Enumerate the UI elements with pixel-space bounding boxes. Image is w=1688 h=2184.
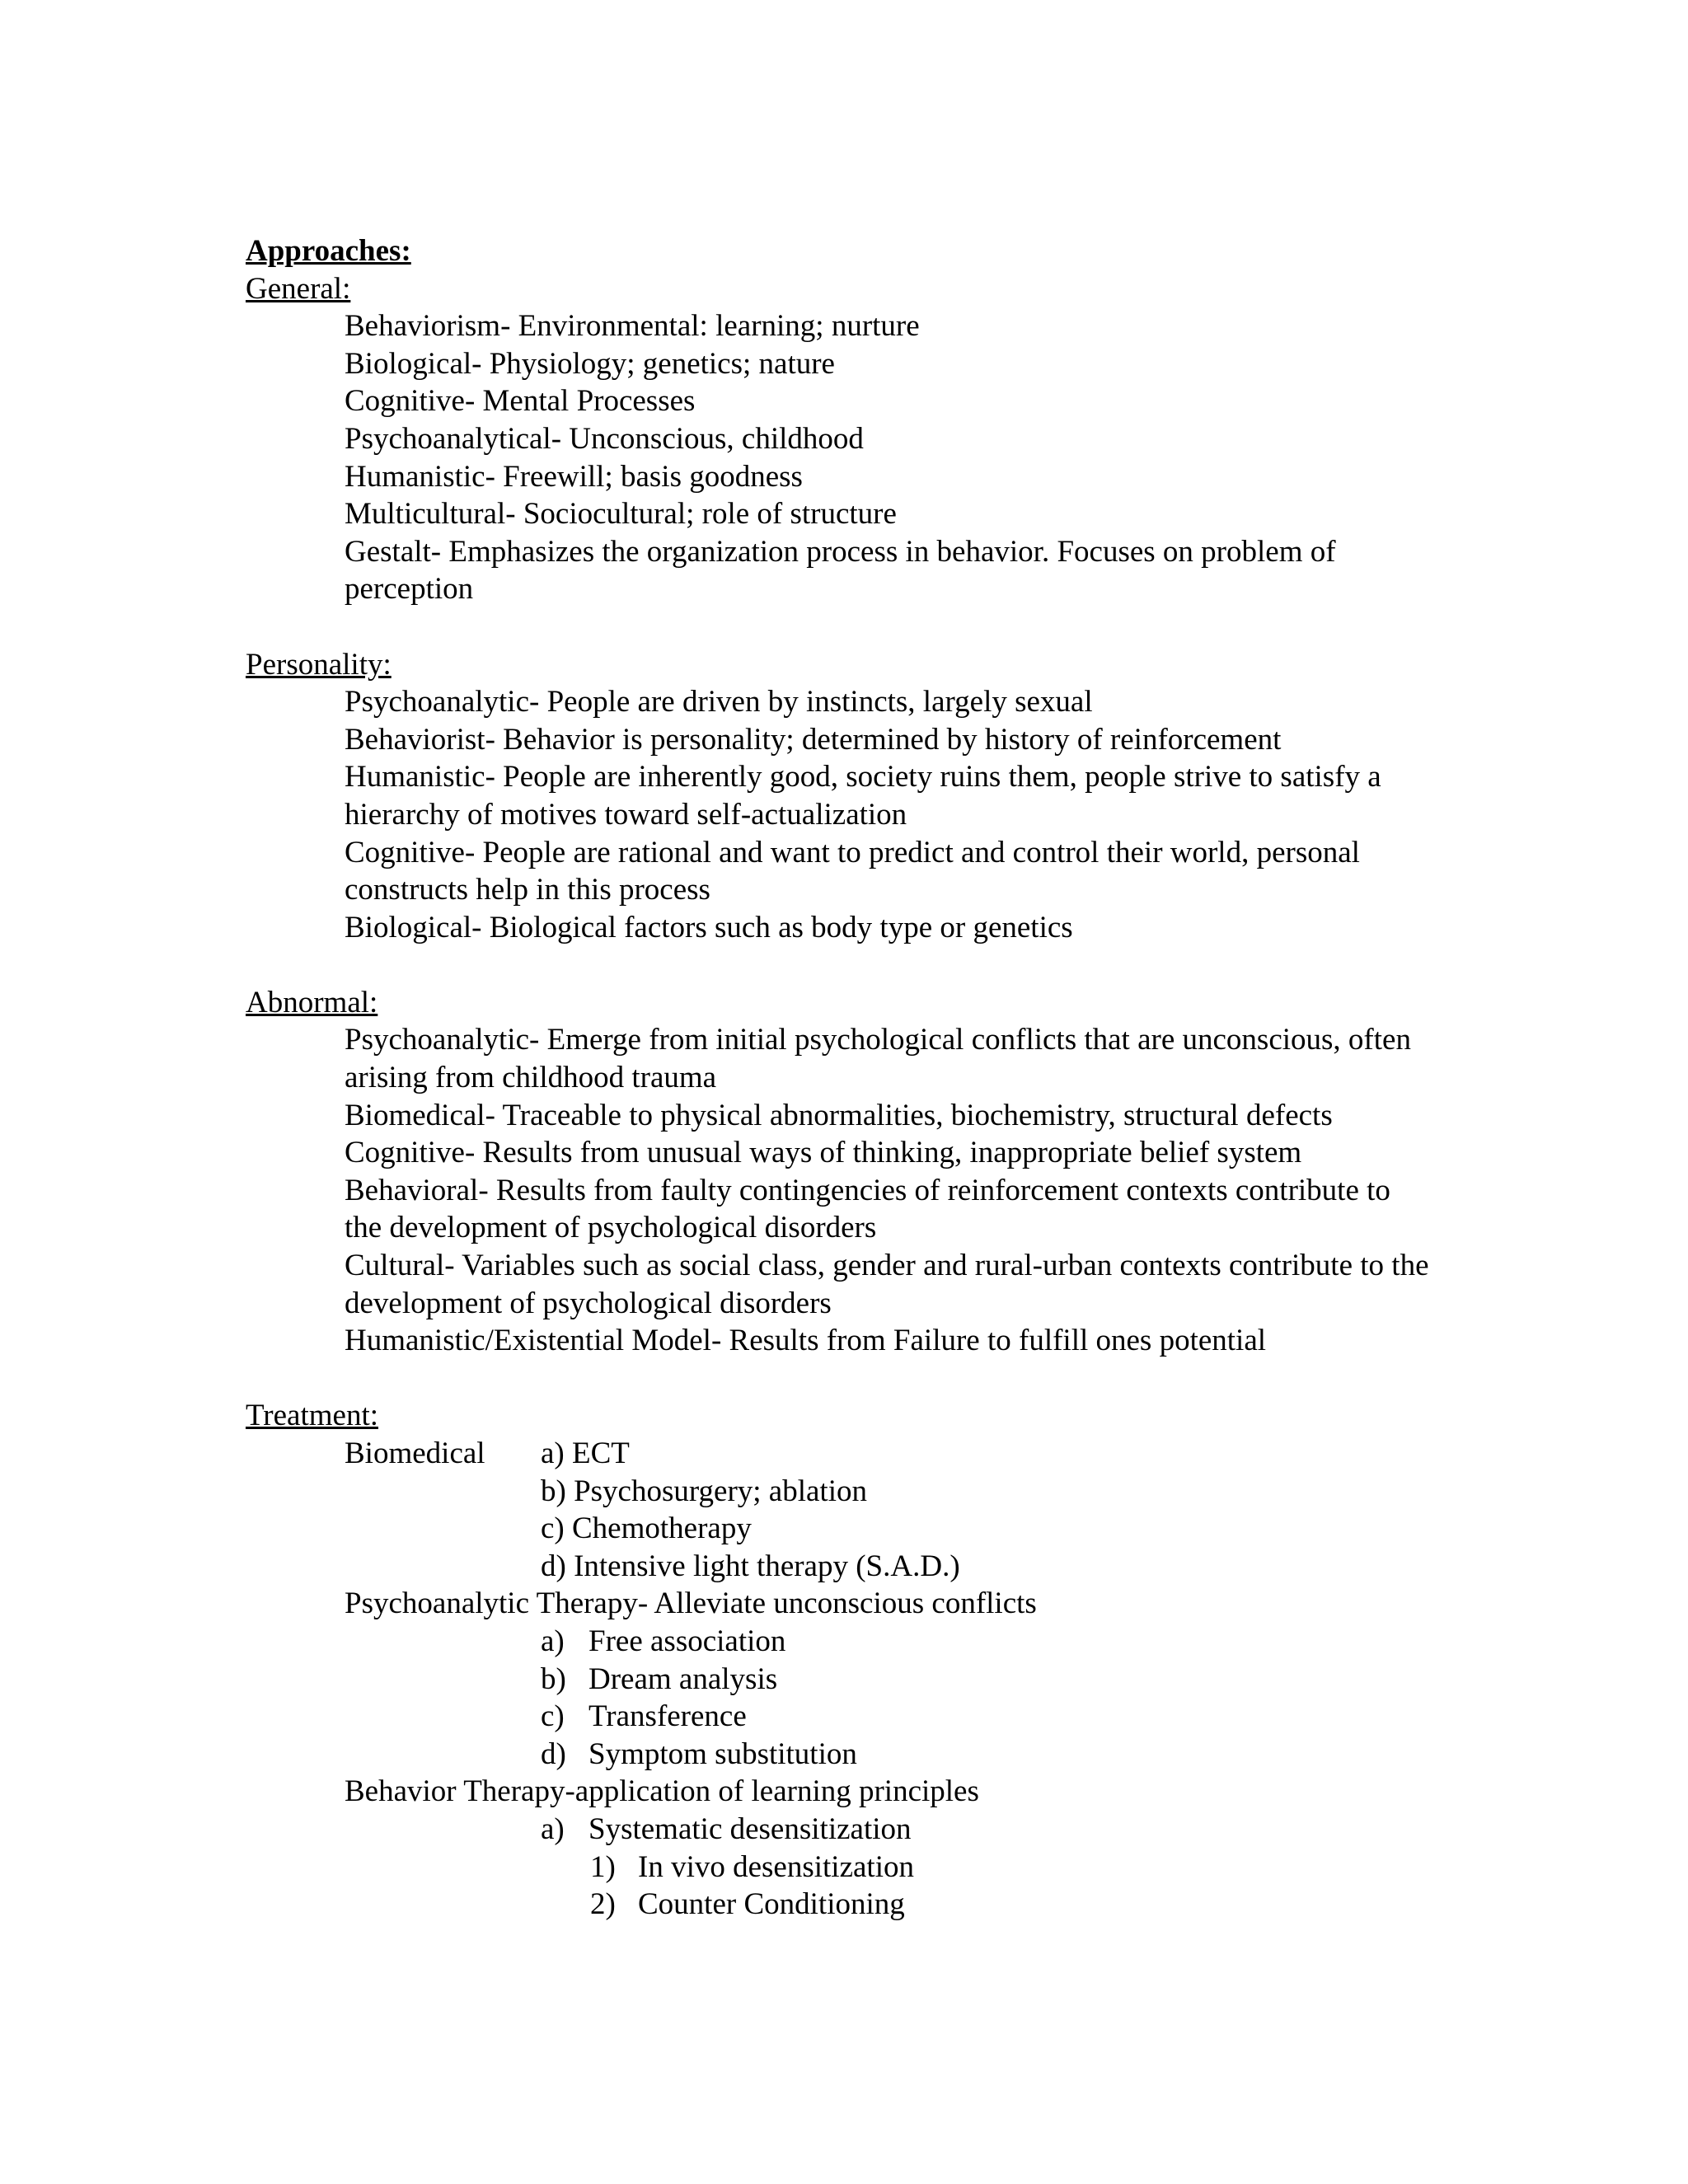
- list-item-text: Counter Conditioning: [638, 1887, 905, 1922]
- list-item-text: Symptom substitution: [588, 1736, 857, 1771]
- personality-item: Behaviorist- Behavior is personality; determined by history of reinforcement: [345, 722, 1282, 757]
- list-marker: 1): [590, 1849, 616, 1884]
- section-heading-personality: Personality:: [246, 647, 392, 682]
- biomedical-item: c) Chemotherapy: [541, 1511, 752, 1546]
- biomedical-item: b) Psychosurgery; ablation: [541, 1474, 867, 1508]
- list-item: [590, 1849, 1432, 1886]
- list-marker: b): [541, 1661, 566, 1696]
- document-title: Approaches:: [246, 234, 411, 268]
- personality-item: Humanistic- People are inherently good, society ruins them, people strive to satisfy a hierarchy of motives toward self-actualization: [345, 760, 1381, 832]
- list-item: [541, 1623, 1432, 1661]
- behavior-list: [246, 1811, 1432, 1849]
- abnormal-item: Cultural- Variables such as social class, gender and rural-urban contexts contribute to the development of psychological disorders: [345, 1249, 1429, 1320]
- list-item: [541, 1811, 1432, 1849]
- list-marker: c): [541, 1699, 565, 1734]
- spacer: [246, 946, 1432, 984]
- general-item: Psychoanalytical- Unconscious, childhood: [345, 421, 864, 456]
- list-item-text: Systematic desensitization: [588, 1811, 912, 1846]
- general-item: Humanistic- Freewill; basis goodness: [345, 459, 803, 494]
- general-item: Gestalt- Emphasizes the organization process in behavior. Focuses on problem of perception: [345, 534, 1336, 607]
- section-heading-general: General:: [246, 271, 351, 306]
- psychoanalytic-list: [246, 1623, 1432, 1773]
- personality-item: Biological- Biological factors such as body type or genetics: [345, 910, 1073, 944]
- document-page: [246, 232, 1432, 1924]
- biomedical-item: a) ECT: [541, 1436, 630, 1470]
- personality-item: Cognitive- People are rational and want to predict and control their world, personal constructs help in this process: [345, 835, 1360, 907]
- biomedical-item: d) Intensive light therapy (S.A.D.): [541, 1549, 960, 1583]
- psychoanalytic-therapy-label: Psychoanalytic Therapy- Alleviate unconscious conflicts: [345, 1586, 1037, 1621]
- list-item-text: Transference: [588, 1699, 747, 1734]
- list-item: [541, 1661, 1432, 1699]
- biomedical-label: Biomedical: [345, 1436, 485, 1470]
- general-item: Biological- Physiology; genetics; nature: [345, 346, 835, 381]
- general-item: Behaviorism- Environmental: learning; nurture: [345, 309, 920, 344]
- behavior-therapy-label: Behavior Therapy-application of learning principles: [345, 1774, 979, 1809]
- general-item: Multicultural- Sociocultural; role of structure: [345, 497, 897, 532]
- spacer: [246, 1360, 1432, 1398]
- list-item-text: Dream analysis: [588, 1661, 778, 1696]
- general-item: Cognitive- Mental Processes: [345, 384, 696, 419]
- abnormal-item: Psychoanalytic- Emerge from initial psychological conflicts that are unconscious, often arising from childhood trauma: [345, 1023, 1411, 1095]
- list-marker: d): [541, 1736, 566, 1771]
- behavior-sublist: [246, 1849, 1432, 1924]
- abnormal-item: Biomedical- Traceable to physical abnormalities, biochemistry, structural defects: [345, 1098, 1333, 1132]
- abnormal-item: Humanistic/Existential Model- Results from Failure to fulfill ones potential: [345, 1324, 1267, 1358]
- abnormal-item: Behavioral- Results from faulty contingencies of reinforcement contexts contribute to the development of psychological disorders: [345, 1173, 1390, 1245]
- personality-item: Psychoanalytic- People are driven by instincts, largely sexual: [345, 685, 1093, 719]
- list-marker: 2): [590, 1887, 616, 1922]
- section-heading-abnormal: Abnormal:: [246, 985, 378, 1019]
- list-item: [590, 1886, 1432, 1924]
- list-item-text: Free association: [588, 1624, 786, 1658]
- list-item: [541, 1736, 1432, 1774]
- list-marker: a): [541, 1811, 565, 1846]
- spacer: [246, 608, 1432, 646]
- list-marker: a): [541, 1624, 565, 1658]
- abnormal-item: Cognitive- Results from unusual ways of thinking, inappropriate belief system: [345, 1136, 1302, 1170]
- section-heading-treatment: Treatment:: [246, 1399, 379, 1433]
- biomedical-row: [246, 1435, 1432, 1473]
- list-item-text: In vivo desensitization: [638, 1849, 914, 1884]
- list-item: [541, 1698, 1432, 1736]
